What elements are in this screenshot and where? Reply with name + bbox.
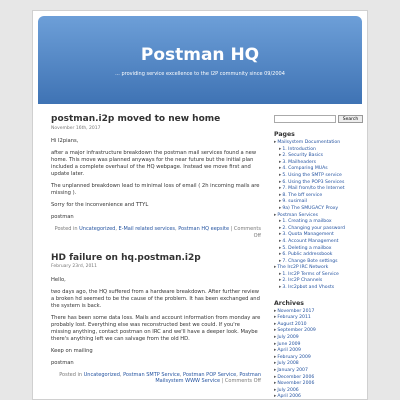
archive-list-item (274, 315, 364, 322)
page-link[interactable]: 3. Irc2pbot and Vhosts (282, 285, 335, 291)
post-title-link[interactable]: postman.i2p moved to new home (51, 114, 221, 124)
post-paragraph: Sorry for the inconvenience and TTYL (51, 202, 149, 209)
page-link[interactable]: 2. Security Basics (282, 153, 324, 159)
archive-link[interactable]: December 2006 (277, 374, 315, 380)
post-paragraph: postman (51, 214, 74, 221)
page-link[interactable]: Mailsystem Documentation (277, 140, 341, 145)
archive-link[interactable]: February 2011 (277, 315, 311, 321)
search-input[interactable] (274, 115, 336, 123)
page-list-item (274, 219, 364, 226)
archive-link[interactable]: November 2017 (277, 308, 315, 314)
archive-link[interactable]: July 2008 (277, 361, 299, 367)
page-link[interactable]: 9. susimail (282, 199, 307, 205)
archive-list-item (274, 368, 364, 375)
post-paragraph: There has been some data loss. Mails and account information from monday are probably lost. Everything else was reconstructed best we could. If you're missing anything, contact postman on IRC and we'll have a deeper look. Maybe there's anything left we can salvage from the old HD. (51, 314, 261, 342)
page-list-item (274, 140, 364, 147)
post-meta: Posted in Uncategorized, E-Mail related services, Postman HQ eepsite | Comments Off (54, 226, 261, 239)
page-link[interactable]: 5. Deleting a mailbox (282, 245, 332, 251)
category-link[interactable]: Postman Mailsystem WWW Service (155, 371, 261, 385)
archives-title: Archives (274, 299, 304, 307)
page-link[interactable]: 4. Account Management (282, 238, 339, 244)
archive-link[interactable]: July 2009 (277, 335, 299, 341)
archive-list-item (274, 348, 364, 355)
posted-in-label: Posted in (54, 226, 78, 233)
archive-link[interactable]: September 2009 (277, 328, 316, 334)
page-link[interactable]: 1. Creating a mailbox (282, 219, 332, 225)
archive-link[interactable]: February 2009 (277, 354, 311, 360)
page-list-item (274, 166, 364, 173)
post (51, 115, 261, 240)
page-list-item (274, 173, 364, 180)
page-list-item (274, 232, 364, 239)
page-link[interactable]: 3. Quota Management (282, 232, 334, 238)
post-paragraph: after a major infrastructure breakdown the postman mail services found a new home. This move was planned anyways for the near future but the initial plan included a complete overhaul of the HQ webpage. Instead we move first and update later. (51, 149, 257, 178)
comments-status: Comments Off (233, 226, 261, 239)
post-paragraph: Hello, (51, 276, 66, 283)
post-paragraph: Keep on mailing (51, 347, 93, 354)
archive-list-item (274, 335, 364, 342)
page-link[interactable]: 1. Irc2P Terms of Service (282, 271, 339, 277)
archive-list-item (274, 361, 364, 368)
archive-link[interactable]: January 2007 (277, 368, 308, 373)
blog-description: ... providing service excellence to the I2P community since 09/2004 (115, 71, 285, 77)
pages-widget (274, 131, 364, 292)
blog-title-link[interactable]: Postman HQ (140, 45, 260, 65)
post-date: November 16th, 2017 (51, 125, 101, 131)
archive-link[interactable]: April 2009 (277, 348, 301, 354)
pages-title: Pages (274, 131, 295, 138)
post-paragraph: The unplanned breakdown lead to minimal loss of email ( 2h incoming mails are missing ). (51, 183, 260, 197)
page-link[interactable]: 5. Using the SMTP service (282, 172, 342, 178)
archive-link[interactable]: June 2009 (277, 341, 301, 347)
page-list-item (274, 199, 364, 206)
archive-list-item (274, 381, 364, 388)
post (51, 254, 261, 386)
page-link[interactable]: 2. Changing your password (282, 225, 346, 231)
search-button[interactable]: Search (338, 115, 363, 123)
post-body (51, 138, 261, 221)
page-list-item (274, 285, 364, 292)
page-link[interactable]: 3. Mailheaders (282, 159, 317, 165)
pages-list (274, 140, 364, 292)
page-link[interactable]: 6. Using the POP3 Services (282, 179, 345, 185)
category-link[interactable]: Postman SMTP Service (123, 371, 180, 378)
page-link[interactable]: 2. Irc2P Channels (282, 278, 323, 284)
page-link[interactable]: 8. The bff service (282, 192, 323, 198)
category-link[interactable]: Postman HQ eepsite (178, 226, 230, 233)
archive-link[interactable]: July 2006 (277, 387, 299, 393)
category-link[interactable]: E-Mail related services (118, 226, 176, 233)
page-list-item (274, 186, 364, 193)
page-link[interactable]: 1. Introduction (282, 146, 316, 152)
archives-widget (274, 300, 364, 400)
page-list-item (274, 252, 364, 259)
page-list-item (274, 153, 364, 160)
main-content (51, 115, 261, 399)
page-link[interactable]: The Irc2P IRC Network (277, 265, 329, 271)
page-link[interactable]: 7. Mail from/to the Internet (282, 186, 345, 192)
category-link[interactable]: Uncategorized (83, 371, 120, 378)
category-link[interactable]: Uncategorized (79, 226, 116, 233)
post-body (51, 277, 261, 367)
page-list-item (274, 206, 364, 213)
post-date: February 23rd, 2011 (51, 264, 98, 270)
page-link[interactable]: 4. Comparing MUAs (282, 166, 328, 172)
page-link[interactable]: 6. Public addressbook (282, 252, 333, 258)
archive-link[interactable]: April 2006 (277, 394, 301, 400)
sidebar (274, 115, 364, 400)
archive-link[interactable]: August 2010 (277, 321, 307, 327)
page-link[interactable]: 7. Change Bote settings (282, 258, 338, 264)
post-paragraph: postman (51, 359, 74, 366)
archive-link[interactable]: November 2006 (277, 381, 315, 387)
page-link[interactable]: Postman Services (277, 212, 318, 218)
category-link[interactable]: Postman POP Service (183, 371, 237, 378)
search-form (274, 115, 364, 123)
post-paragraph: Hi I2pians, (51, 137, 79, 144)
page (32, 10, 368, 400)
archives-list (274, 309, 364, 400)
page-list-item (274, 239, 364, 246)
page-list-item (274, 265, 364, 272)
posted-in-label: Posted in (59, 371, 83, 378)
post-meta: Posted in Uncategorized, Postman SMTP Service, Postman POP Service, Postman Mailsystem WWW Service | Comments Off (59, 371, 261, 385)
archive-list-item (274, 394, 364, 400)
post-title-link[interactable]: HD failure on hq.postman.i2p (51, 252, 201, 263)
blog-header (38, 16, 362, 104)
page-link[interactable]: 9a) The SMUGACY Proxy (282, 205, 339, 211)
comments-status: Comments Off (224, 378, 261, 385)
post-paragraph: two days ago, the HQ suffered from a hardware breakdown. After further review a broken hd seemed to be the cause of the problem. It has been exchanged and the system is back. (51, 288, 260, 309)
